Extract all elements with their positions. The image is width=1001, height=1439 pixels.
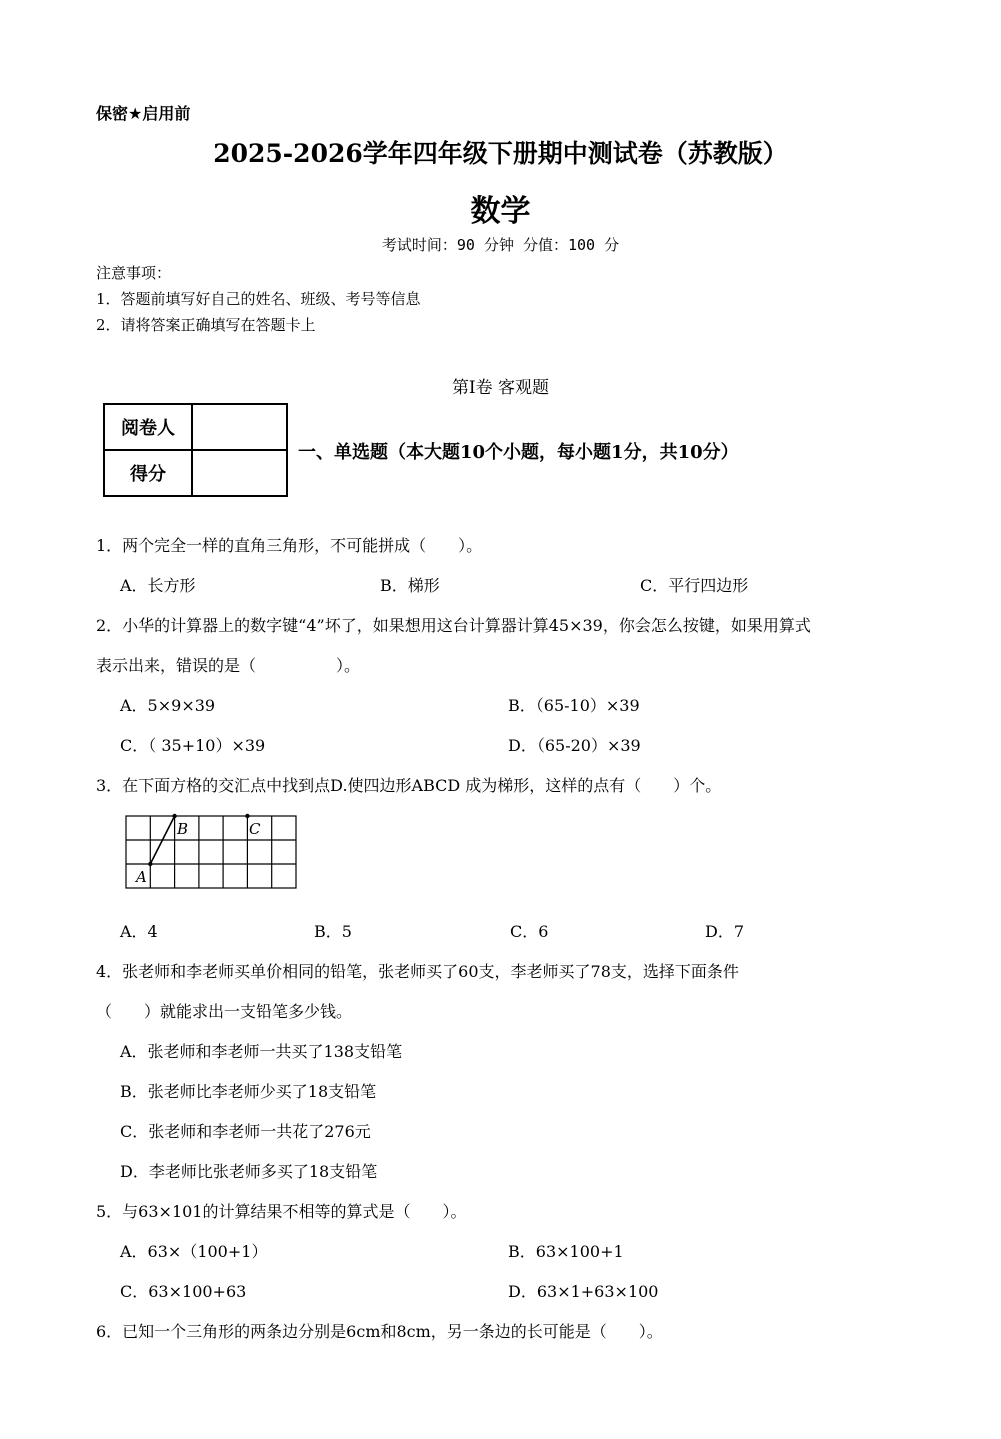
q5-option-a: A．63×（100+1） [120,1242,268,1261]
confidential-mark: 保密★启用前 [96,104,191,123]
q2-option-b: B．（65-10）×39 [508,696,640,715]
grid-figure [122,812,302,892]
point-b [172,814,176,818]
q5-option-c: C．63×100+63 [120,1282,247,1301]
exam-title: 2025-2026学年四年级下册期中测试卷（苏教版） [213,139,788,168]
label-a: A [136,868,147,886]
notes-heading: 注意事项： [96,264,172,282]
exam-info: 考试时间：90 分钟 分值：100 分 [381,236,620,254]
q3-option-a: A．4 [120,922,158,941]
q4-option-b: B．张老师比李老师少买了18支铅笔 [120,1082,377,1101]
q5-option-b: B．63×100+1 [508,1242,624,1261]
part-title: 第Ⅰ卷 客观题 [451,378,550,398]
reviewer-label: 阅卷人 [104,404,192,450]
q4-option-d: D．李老师比张老师多买了18支铅笔 [120,1162,378,1181]
q3-option-d: D．7 [705,922,745,941]
label-c: C [249,820,261,838]
label-b: B [177,820,189,838]
q3-option-c: C．6 [510,922,549,941]
question-3: 3．在下面方格的交汇点中找到点D.使四边形ABCD 成为梯形，这样的点有（ ）个。 [96,776,722,795]
section-heading: 一、单选题（本大题10个小题，每小题1分，共10分） [298,442,739,463]
question-5: 5．与63×101的计算结果不相等的算式是（ ）。 [96,1202,467,1221]
q2-option-c: C．（ 35+10）×39 [120,736,266,755]
question-1: 1．两个完全一样的直角三角形，不可能拼成（ ）。 [96,536,483,555]
q5-option-d: D．63×1+63×100 [508,1282,659,1301]
point-c [245,814,249,818]
q4-option-c: C．张老师和李老师一共花了276元 [120,1122,371,1141]
q3-option-b: B．5 [314,922,352,941]
question-2-cont: 表示出来，错误的是（ ）。 [96,656,361,675]
question-4-cont: （ ）就能求出一支铅笔多少钱。 [96,1002,353,1021]
q1-option-a: A．长方形 [120,576,196,595]
question-4: 4．张老师和李老师买单价相同的铅笔，张老师买了60支，李老师买了78支，选择下面条件 [96,962,739,981]
question-2: 2．小华的计算器上的数字键“4”坏了，如果想用这台计算器计算45×39，你会怎么按键，如果用算式 [96,616,811,635]
question-6: 6．已知一个三角形的两条边分别是6cm和8cm，另一条边的长可能是（ ）。 [96,1322,663,1341]
grade-table [103,403,288,497]
reviewer-cell[interactable] [192,404,287,450]
q2-option-d: D．（65-20）×39 [508,736,641,755]
q1-option-c: C．平行四边形 [640,576,749,595]
point-a [148,862,152,866]
note-item: 1．答题前填写好自己的姓名、班级、考号等信息 [96,290,421,308]
subject-title: 数学 [470,194,531,229]
score-label: 得分 [104,450,192,496]
q2-option-a: A．5×9×39 [120,696,216,715]
score-cell[interactable] [192,450,287,496]
q4-option-a: A．张老师和李老师一共买了138支铅笔 [120,1042,403,1061]
q1-option-b: B．梯形 [380,576,440,595]
note-item: 2．请将答案正确填写在答题卡上 [96,316,316,334]
